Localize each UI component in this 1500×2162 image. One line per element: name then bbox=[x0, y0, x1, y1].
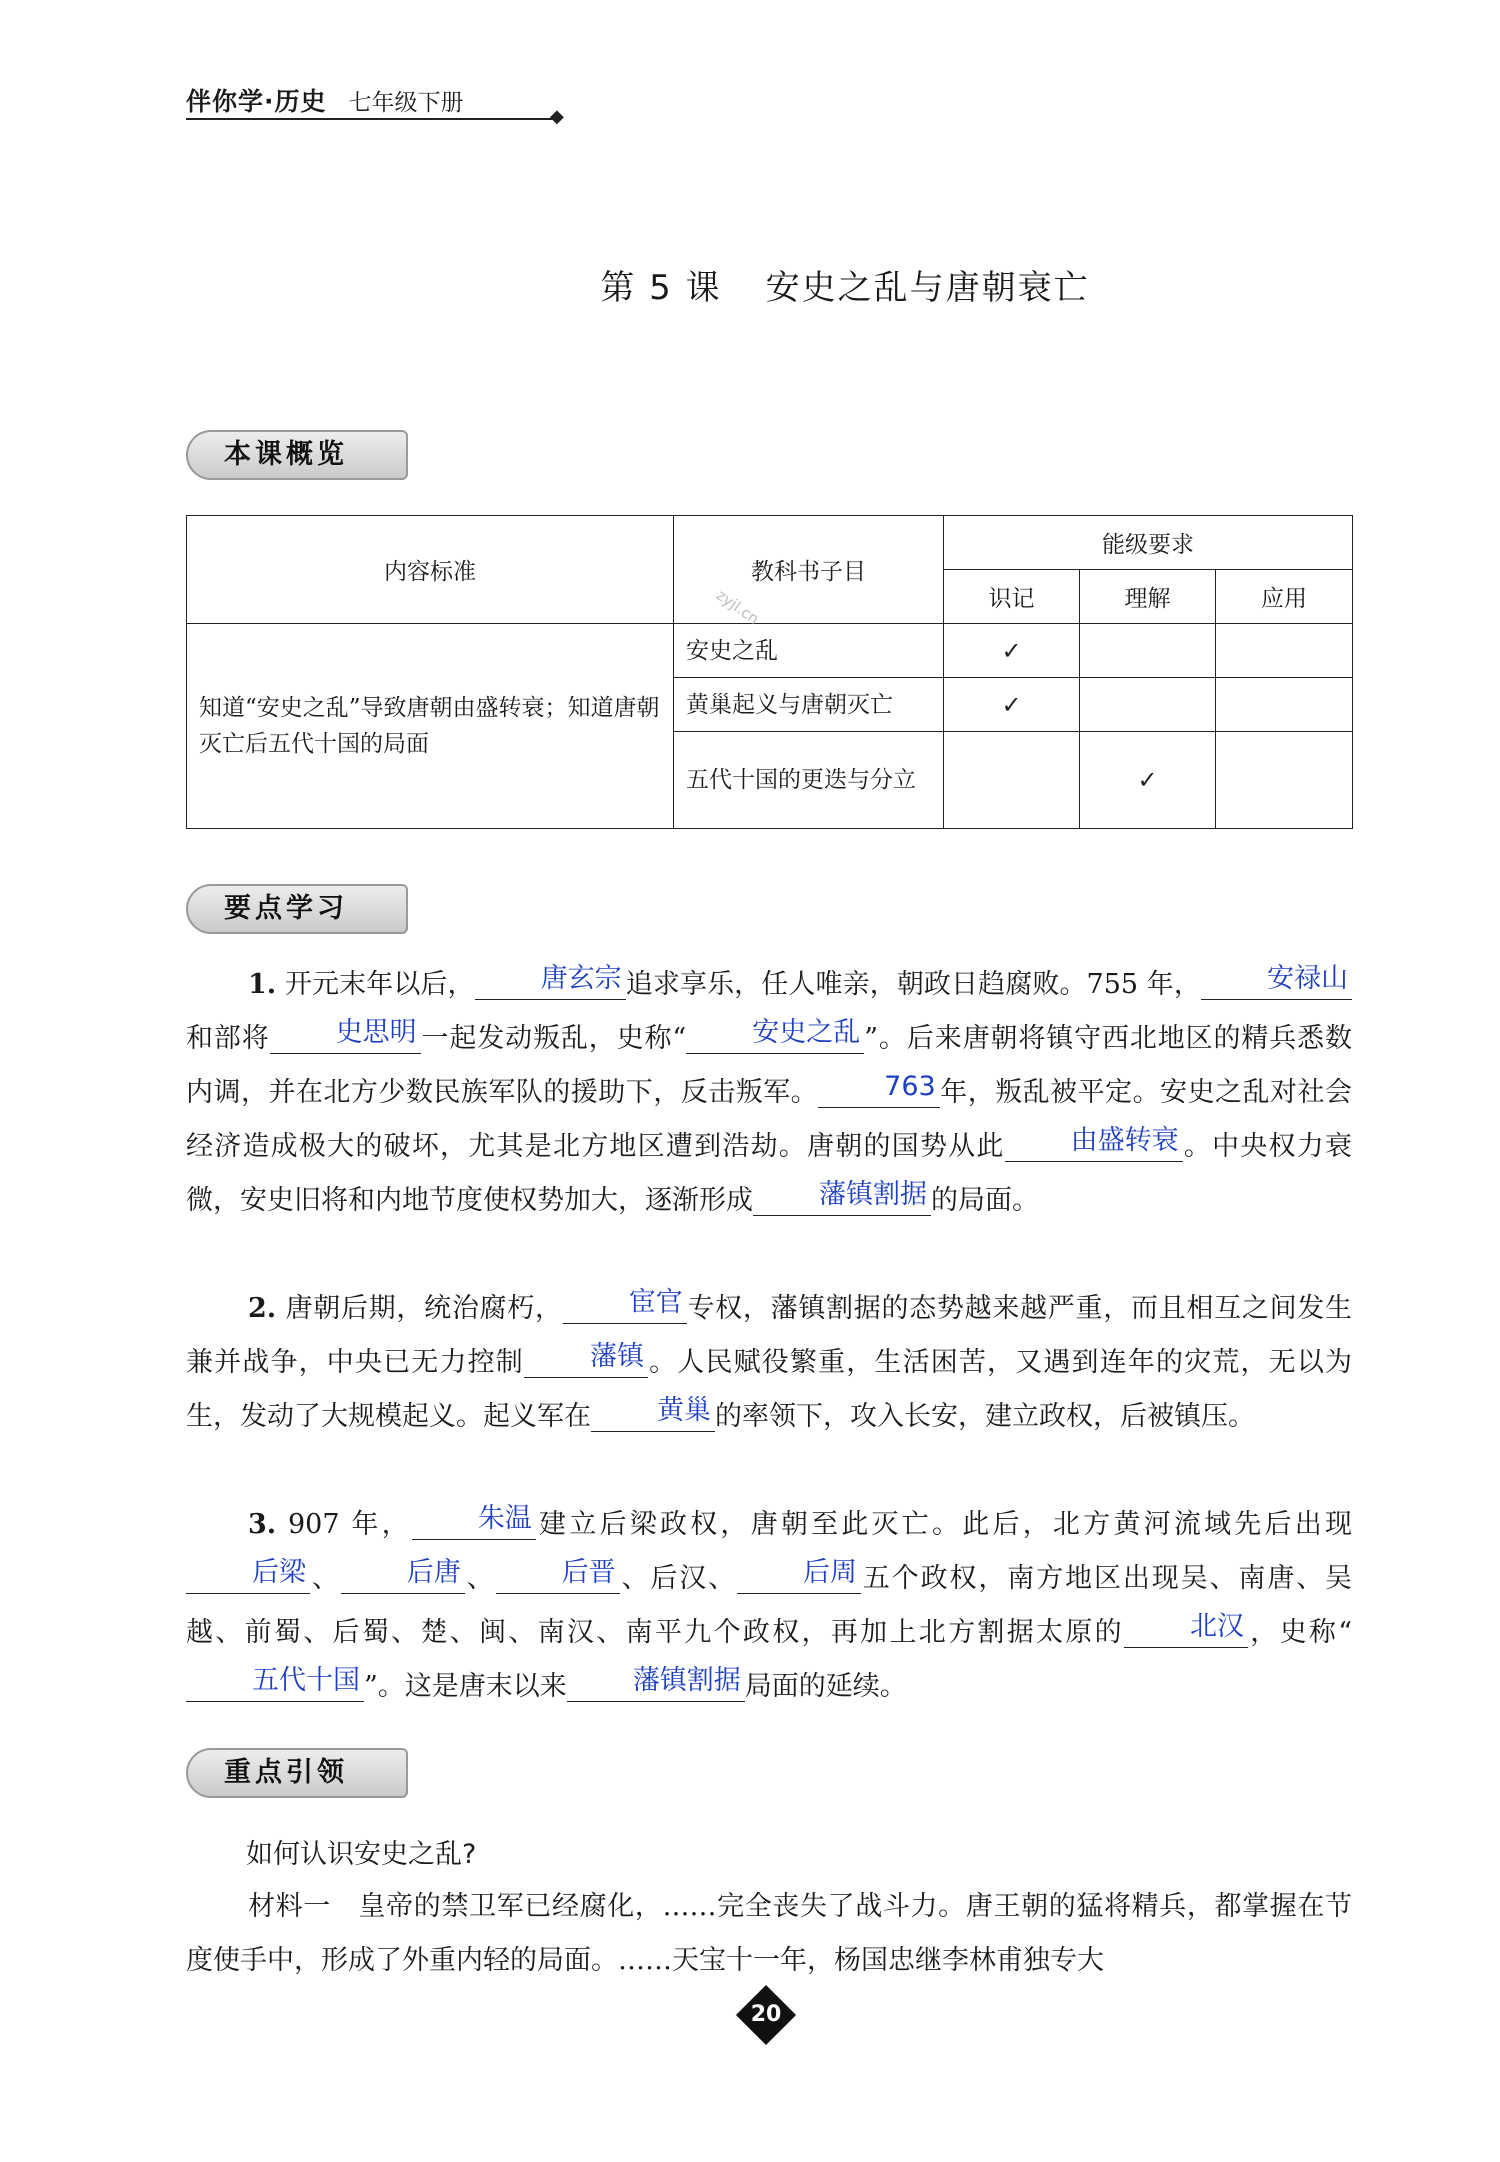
level-apply: 应用 bbox=[1216, 570, 1353, 624]
check-mark: ✓ bbox=[1080, 732, 1216, 829]
text: 。中央权力衰微，安史旧将和内地节度使权势加大，逐渐形成 bbox=[186, 1131, 1353, 1216]
book-series: 伴你学·历史 bbox=[186, 87, 327, 116]
answer-blank: 藩镇割据 bbox=[753, 1175, 931, 1216]
guide-question: 如何认识安史之乱? bbox=[246, 1839, 477, 1870]
answer-blank: 后梁 bbox=[186, 1553, 310, 1594]
text: ，史称“ bbox=[1247, 1617, 1352, 1648]
answer-blank: 北汉 bbox=[1124, 1607, 1248, 1648]
answer-blank: 后晋 bbox=[496, 1553, 620, 1594]
text: 的率领下，攻入长安，建立政权，后被镇压。 bbox=[715, 1401, 1255, 1432]
text: 专权，藩镇割据的态势越来越严重，而且相互之间发生兼并战争，中央已无力控制 bbox=[186, 1293, 1353, 1378]
text: 、 bbox=[464, 1563, 496, 1594]
item-number: 2. bbox=[248, 1293, 277, 1324]
section-tag-overview: 本课概览 bbox=[186, 430, 408, 480]
table-row-topic: 五代十国的更迭与分立 bbox=[674, 732, 944, 829]
answer-blank: 史思明 bbox=[270, 1013, 421, 1054]
book-grade: 七年级下册 bbox=[348, 90, 464, 116]
text: 、后汉、 bbox=[619, 1563, 737, 1594]
header-standard: 内容标准 bbox=[187, 516, 674, 624]
answer-blank: 朱温 bbox=[412, 1499, 536, 1540]
lesson-number: 第 5 课 bbox=[600, 268, 722, 308]
watermark: zyjl.cn bbox=[713, 585, 763, 629]
answer-blank: 763 bbox=[818, 1067, 940, 1108]
check-mark: ✓ bbox=[944, 678, 1080, 732]
answer-blank: 后周 bbox=[737, 1553, 861, 1594]
answer-blank: 安禄山 bbox=[1201, 959, 1352, 1000]
key-point-2 bbox=[186, 1282, 1352, 1444]
answer-blank: 宦官 bbox=[563, 1283, 687, 1324]
table-row-topic: 黄巢起义与唐朝灭亡 bbox=[674, 678, 944, 732]
answer-blank: 藩镇 bbox=[524, 1337, 648, 1378]
content-standard: 知道“安史之乱”导致唐朝由盛转衰；知道唐朝灭亡后五代十国的局面 bbox=[187, 624, 674, 829]
check-mark bbox=[1216, 678, 1353, 732]
level-memorize: 识记 bbox=[944, 570, 1080, 624]
check-mark bbox=[1080, 624, 1216, 678]
answer-blank: 后唐 bbox=[341, 1553, 465, 1594]
material-text: 皇帝的禁卫军已经腐化，……完全丧失了战斗力。唐王朝的猛将精兵，都掌握在节度使手中，形成了外重内轻的局面。……天宝十一年，杨国忠继李林甫独专大 bbox=[186, 1891, 1353, 1976]
diamond-icon: ◆ bbox=[550, 106, 564, 127]
text: ”。后来唐朝将镇守西北地区的精兵悉数内调，并在北方少数民族军队的援助下，反击叛军。 bbox=[186, 1023, 1352, 1108]
text: 的局面。 bbox=[931, 1185, 1039, 1216]
text: 局面的延续。 bbox=[744, 1671, 907, 1702]
running-header bbox=[186, 82, 556, 118]
answer-blank: 由盛转衰 bbox=[1005, 1121, 1183, 1162]
text: 907 年， bbox=[288, 1509, 412, 1540]
check-mark bbox=[1216, 624, 1353, 678]
text: 一起发动叛乱，史称“ bbox=[420, 1023, 687, 1054]
lesson-title bbox=[0, 260, 1500, 309]
level-understand: 理解 bbox=[1080, 570, 1216, 624]
answer-blank: 唐玄宗 bbox=[475, 959, 626, 1000]
text: 和部将 bbox=[186, 1023, 270, 1054]
text: 五个政权，南方地区出现吴、南唐、吴越、前蜀、后蜀、楚、闽、南汉、南平九个政权，再加上北方割据太原的 bbox=[186, 1563, 1353, 1648]
header-topic: 教科书子目 bbox=[674, 516, 944, 624]
answer-blank: 藩镇割据 bbox=[567, 1661, 745, 1702]
table-row-topic: 安史之乱 bbox=[674, 624, 944, 678]
text: 建立后梁政权，唐朝至此灭亡。此后，北方黄河流域先后出现 bbox=[535, 1509, 1352, 1540]
text: ”。这是唐末以来 bbox=[364, 1671, 567, 1702]
overview-table bbox=[186, 515, 1353, 829]
text: 年，叛乱被平定。安史之乱对社会经济造成极大的破坏，尤其是北方地区遭到浩劫。唐朝的国势从此 bbox=[186, 1077, 1353, 1162]
answer-blank: 安史之乱 bbox=[686, 1013, 864, 1054]
check-mark: ✓ bbox=[944, 624, 1080, 678]
header-rule bbox=[186, 118, 554, 120]
lesson-name: 安史之乱与唐朝衰亡 bbox=[765, 268, 1090, 308]
check-mark bbox=[1216, 732, 1353, 829]
text: 唐朝后期，统治腐朽， bbox=[285, 1293, 563, 1324]
material-one bbox=[186, 1880, 1352, 1988]
answer-blank: 黄巢 bbox=[591, 1391, 715, 1432]
header-level: 能级要求 bbox=[944, 516, 1353, 570]
section-tag-key-points: 要点学习 bbox=[186, 884, 408, 934]
key-point-1 bbox=[186, 958, 1352, 1228]
answer-blank: 五代十国 bbox=[186, 1661, 364, 1702]
material-label: 材料一 bbox=[248, 1891, 331, 1922]
page-number: 20 bbox=[750, 2002, 782, 2027]
text: 开元末年以后， bbox=[284, 969, 475, 1000]
text: 、 bbox=[310, 1563, 341, 1594]
text: 。人民赋役繁重，生活困苦，又遇到连年的灾荒，无以为生，发动了大规模起义。起义军在 bbox=[186, 1347, 1353, 1432]
key-point-3 bbox=[186, 1498, 1352, 1714]
check-mark bbox=[944, 732, 1080, 829]
item-number: 1. bbox=[248, 969, 277, 1000]
item-number: 3. bbox=[248, 1509, 277, 1540]
section-tag-guide: 重点引领 bbox=[186, 1748, 408, 1798]
check-mark bbox=[1080, 678, 1216, 732]
text: 追求享乐，任人唯亲，朝政日趋腐败。755 年， bbox=[625, 969, 1201, 1000]
page-number-badge bbox=[741, 1990, 791, 2040]
